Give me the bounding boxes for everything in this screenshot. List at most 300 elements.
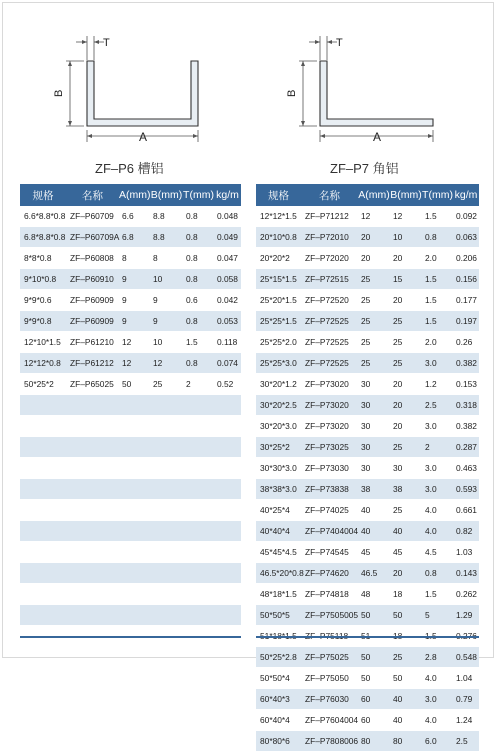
cell-b: 25 <box>390 437 422 458</box>
cell-spec: 50*50*5 <box>256 605 301 626</box>
cell-spec: 40*25*4 <box>256 500 301 521</box>
cell-weight: 0.463 <box>453 458 479 479</box>
cell-b: 20 <box>390 395 422 416</box>
cell-name: ZF–P7604004 <box>301 710 358 731</box>
cell-name: ZF–P71212 <box>301 206 358 227</box>
table-row <box>256 731 479 752</box>
cell-t <box>183 605 214 626</box>
cell-spec <box>20 416 66 437</box>
cell-t: 4.0 <box>422 500 453 521</box>
cell-spec: 20*10*0.8 <box>256 227 301 248</box>
cell-weight: 0.52 <box>214 374 241 395</box>
table-row <box>256 437 479 458</box>
cell-a <box>119 416 150 437</box>
col-header-weight: kg/m <box>453 184 479 206</box>
table-bottom-rule <box>256 636 479 638</box>
cell-a: 40 <box>358 500 390 521</box>
cell-weight: 0.661 <box>453 500 479 521</box>
cell-name: ZF–P72525 <box>301 311 358 332</box>
table-row <box>256 290 479 311</box>
cell-t <box>183 584 214 605</box>
cell-a: 45 <box>358 542 390 563</box>
cell-name: ZF–P60709 <box>66 206 119 227</box>
cell-b: 25 <box>390 500 422 521</box>
cell-a: 12 <box>119 332 150 353</box>
cell-b: 45 <box>390 542 422 563</box>
table-row <box>256 647 479 668</box>
cell-t: 0.8 <box>183 248 214 269</box>
empty-table-row <box>20 584 241 605</box>
cell-name: ZF–P61212 <box>66 353 119 374</box>
cell-b: 20 <box>390 563 422 584</box>
cell-weight <box>214 458 241 479</box>
cell-weight: 0.053 <box>214 311 241 332</box>
table-row <box>256 689 479 710</box>
cell-spec: 12*10*1.5 <box>20 332 66 353</box>
angle-profile-diagram <box>283 34 443 149</box>
cell-weight: 0.153 <box>453 374 479 395</box>
cell-b: 40 <box>390 710 422 731</box>
cell-a: 9 <box>119 269 150 290</box>
cell-a: 30 <box>358 374 390 395</box>
cell-t <box>183 563 214 584</box>
cell-weight: 0.048 <box>214 206 241 227</box>
cell-t: 0.8 <box>183 227 214 248</box>
cell-weight: 0.548 <box>453 647 479 668</box>
cell-name: ZF–P72020 <box>301 248 358 269</box>
table-row <box>20 248 241 269</box>
cell-spec: 60*40*3 <box>256 689 301 710</box>
col-header-spec: 规格 <box>20 184 66 206</box>
cell-a: 50 <box>358 647 390 668</box>
cell-t: 3.0 <box>422 479 453 500</box>
table-header-row <box>256 184 479 206</box>
cell-t: 1.2 <box>422 374 453 395</box>
cell-t: 6.0 <box>422 731 453 752</box>
table-row <box>256 332 479 353</box>
cell-a <box>119 500 150 521</box>
cell-spec: 9*9*0.6 <box>20 290 66 311</box>
cell-b: 20 <box>390 374 422 395</box>
cell-a: 40 <box>358 521 390 542</box>
cell-weight: 0.79 <box>453 689 479 710</box>
cell-spec: 6.8*8.8*0.8 <box>20 227 66 248</box>
table-row <box>256 521 479 542</box>
col-header-t: T(mm) <box>183 184 214 206</box>
cell-name: ZF–P72010 <box>301 227 358 248</box>
cell-t <box>183 416 214 437</box>
cell-a: 8 <box>119 248 150 269</box>
cell-t: 0.8 <box>183 311 214 332</box>
cell-a: 9 <box>119 311 150 332</box>
cell-b: 12 <box>150 353 183 374</box>
cell-weight <box>214 500 241 521</box>
cell-t <box>183 521 214 542</box>
cell-name: ZF–P60909 <box>66 311 119 332</box>
cell-t: 4.5 <box>422 542 453 563</box>
cell-a: 30 <box>358 458 390 479</box>
cell-spec: 30*25*2 <box>256 437 301 458</box>
cell-t: 0.8 <box>422 563 453 584</box>
cell-name: ZF–P65025 <box>66 374 119 395</box>
cell-b: 40 <box>390 521 422 542</box>
cell-b: 10 <box>150 332 183 353</box>
cell-t: 1.5 <box>422 206 453 227</box>
cell-a: 38 <box>358 479 390 500</box>
cell-weight: 0.042 <box>214 290 241 311</box>
table-row <box>256 542 479 563</box>
cell-spec: 45*45*4.5 <box>256 542 301 563</box>
cell-weight: 0.074 <box>214 353 241 374</box>
col-header-weight: kg/m <box>214 184 241 206</box>
table-row <box>256 458 479 479</box>
table-row <box>256 248 479 269</box>
cell-name: ZF–P75050 <box>301 668 358 689</box>
cell-weight: 0.143 <box>453 563 479 584</box>
cell-a: 30 <box>358 437 390 458</box>
cell-name: ZF–P73030 <box>301 458 358 479</box>
col-header-a: A(mm) <box>358 184 390 206</box>
cell-spec: 9*9*0.8 <box>20 311 66 332</box>
cell-weight: 0.318 <box>453 395 479 416</box>
cell-weight: 0.382 <box>453 416 479 437</box>
cell-a: 30 <box>358 395 390 416</box>
cell-weight <box>214 521 241 542</box>
cell-b: 10 <box>390 227 422 248</box>
cell-name: ZF–P73020 <box>301 374 358 395</box>
cell-weight: 0.262 <box>453 584 479 605</box>
cell-weight: 0.287 <box>453 437 479 458</box>
empty-table-row <box>20 563 241 584</box>
cell-name: ZF–P72525 <box>301 332 358 353</box>
cell-b <box>150 521 183 542</box>
cell-spec <box>20 479 66 500</box>
table-row <box>256 584 479 605</box>
cell-t: 1.5 <box>422 584 453 605</box>
cell-b <box>150 458 183 479</box>
cell-t: 2.5 <box>422 395 453 416</box>
table-row <box>256 395 479 416</box>
cell-a: 20 <box>358 227 390 248</box>
cell-a <box>119 479 150 500</box>
cell-t: 5 <box>422 605 453 626</box>
cell-name <box>66 458 119 479</box>
cell-weight: 0.26 <box>453 332 479 353</box>
cell-weight <box>214 542 241 563</box>
cell-name: ZF–P73025 <box>301 437 358 458</box>
cell-t: 0.8 <box>183 206 214 227</box>
table-bottom-rule <box>20 636 241 638</box>
cell-b <box>150 479 183 500</box>
cell-name <box>66 500 119 521</box>
table-row <box>256 416 479 437</box>
empty-table-row <box>20 395 241 416</box>
cell-b: 25 <box>150 374 183 395</box>
cell-a: 9 <box>119 290 150 311</box>
cell-t: 0.6 <box>183 290 214 311</box>
col-header-name: 名称 <box>301 184 358 206</box>
cell-b <box>150 395 183 416</box>
cell-b: 20 <box>390 248 422 269</box>
dim-b-label: B <box>53 89 65 97</box>
channel-caption: ZF–P6 槽铝 <box>95 161 164 176</box>
channel-spec-table <box>20 184 241 647</box>
cell-t: 0.8 <box>183 269 214 290</box>
cell-spec: 46.5*20*0.8 <box>256 563 301 584</box>
cell-weight: 0.058 <box>214 269 241 290</box>
cell-b: 25 <box>390 311 422 332</box>
cell-a: 25 <box>358 332 390 353</box>
cell-weight <box>214 584 241 605</box>
cell-t: 0.8 <box>183 353 214 374</box>
cell-weight: 2.5 <box>453 731 479 752</box>
table-row <box>256 353 479 374</box>
empty-table-row <box>20 416 241 437</box>
cell-t: 3.0 <box>422 689 453 710</box>
cell-t: 1.5 <box>422 269 453 290</box>
cell-spec: 12*12*0.8 <box>20 353 66 374</box>
cell-t <box>183 437 214 458</box>
table-header-row <box>20 184 241 206</box>
cell-t: 3.0 <box>422 458 453 479</box>
cell-weight: 0.82 <box>453 521 479 542</box>
empty-table-row <box>20 521 241 542</box>
cell-t: 2 <box>422 437 453 458</box>
cell-a: 50 <box>358 668 390 689</box>
cell-a: 25 <box>358 311 390 332</box>
cell-spec <box>20 458 66 479</box>
cell-name: ZF–P74620 <box>301 563 358 584</box>
cell-spec: 8*8*0.8 <box>20 248 66 269</box>
cell-spec <box>20 542 66 563</box>
cell-b: 50 <box>390 668 422 689</box>
cell-spec <box>20 521 66 542</box>
cell-spec: 12*12*1.5 <box>256 206 301 227</box>
dim-t-label: T <box>336 37 343 49</box>
cell-spec: 25*15*1.5 <box>256 269 301 290</box>
cell-t: 2.0 <box>422 332 453 353</box>
cell-a: 25 <box>358 290 390 311</box>
col-header-name: 名称 <box>66 184 119 206</box>
cell-spec: 50*25*2 <box>20 374 66 395</box>
cell-b: 8.8 <box>150 206 183 227</box>
cell-spec: 25*25*3.0 <box>256 353 301 374</box>
table-row <box>256 206 479 227</box>
cell-name: ZF–P74025 <box>301 500 358 521</box>
table-row <box>256 563 479 584</box>
cell-name <box>66 437 119 458</box>
cell-name: ZF–P7505005 <box>301 605 358 626</box>
dim-a-label: A <box>139 130 148 144</box>
cell-t: 2 <box>183 374 214 395</box>
cell-a <box>119 521 150 542</box>
cell-name: ZF–P60808 <box>66 248 119 269</box>
table-row <box>256 668 479 689</box>
cell-t: 2.0 <box>422 248 453 269</box>
cell-name: ZF–P75025 <box>301 647 358 668</box>
cell-a <box>119 395 150 416</box>
cell-a: 6.8 <box>119 227 150 248</box>
cell-b: 9 <box>150 311 183 332</box>
cell-a: 6.6 <box>119 206 150 227</box>
cell-weight <box>214 437 241 458</box>
cell-weight: 0.092 <box>453 206 479 227</box>
cell-spec <box>20 437 66 458</box>
col-header-b: B(mm) <box>390 184 422 206</box>
cell-spec: 25*25*1.5 <box>256 311 301 332</box>
cell-b: 10 <box>150 269 183 290</box>
cell-a: 60 <box>358 689 390 710</box>
cell-spec: 30*20*3.0 <box>256 416 301 437</box>
cell-spec: 30*20*2.5 <box>256 395 301 416</box>
table-row <box>20 227 241 248</box>
cell-weight <box>214 479 241 500</box>
cell-name: ZF–P7808006 <box>301 731 358 752</box>
cell-name: ZF–P60910 <box>66 269 119 290</box>
cell-spec: 40*40*4 <box>256 521 301 542</box>
cell-weight: 0.177 <box>453 290 479 311</box>
cell-spec <box>20 584 66 605</box>
dim-t-label: T <box>103 37 110 49</box>
empty-table-row <box>20 458 241 479</box>
cell-a: 12 <box>358 206 390 227</box>
cell-name: ZF–P72520 <box>301 290 358 311</box>
cell-name <box>66 542 119 563</box>
cell-spec <box>20 395 66 416</box>
cell-weight <box>214 563 241 584</box>
cell-weight: 0.593 <box>453 479 479 500</box>
cell-b: 25 <box>390 332 422 353</box>
table-row <box>20 332 241 353</box>
cell-spec: 25*20*1.5 <box>256 290 301 311</box>
channel-profile-diagram <box>50 34 210 149</box>
cell-name <box>66 563 119 584</box>
cell-b <box>150 584 183 605</box>
cell-a <box>119 437 150 458</box>
cell-name: ZF–P73020 <box>301 416 358 437</box>
cell-b: 8.8 <box>150 227 183 248</box>
table-row <box>20 290 241 311</box>
cell-b: 9 <box>150 290 183 311</box>
cell-spec: 30*30*3.0 <box>256 458 301 479</box>
table-row <box>256 500 479 521</box>
cell-b: 12 <box>390 206 422 227</box>
dim-b-label: B <box>286 89 298 97</box>
cell-weight <box>214 605 241 626</box>
cell-name: ZF–P72525 <box>301 353 358 374</box>
cell-name: ZF–P61210 <box>66 332 119 353</box>
cell-a <box>119 584 150 605</box>
table-row <box>256 227 479 248</box>
cell-t: 3.0 <box>422 416 453 437</box>
cell-b: 18 <box>390 584 422 605</box>
cell-a: 46.5 <box>358 563 390 584</box>
cell-name: ZF–P74818 <box>301 584 358 605</box>
cell-weight: 0.063 <box>453 227 479 248</box>
col-header-spec: 规格 <box>256 184 301 206</box>
cell-a <box>119 542 150 563</box>
empty-table-row <box>20 500 241 521</box>
cell-spec: 9*10*0.8 <box>20 269 66 290</box>
cell-weight: 0.156 <box>453 269 479 290</box>
cell-t: 0.8 <box>422 227 453 248</box>
cell-weight: 1.24 <box>453 710 479 731</box>
cell-b: 25 <box>390 647 422 668</box>
cell-a: 12 <box>119 353 150 374</box>
cell-name <box>66 521 119 542</box>
cell-a: 50 <box>358 605 390 626</box>
cell-name: ZF–P60909 <box>66 290 119 311</box>
cell-t: 1.5 <box>183 332 214 353</box>
cell-spec: 80*80*6 <box>256 731 301 752</box>
empty-table-row <box>20 437 241 458</box>
cell-weight: 1.04 <box>453 668 479 689</box>
cell-t <box>183 500 214 521</box>
cell-t: 4.0 <box>422 521 453 542</box>
cell-b <box>150 437 183 458</box>
cell-weight: 0.047 <box>214 248 241 269</box>
cell-b: 20 <box>390 290 422 311</box>
cell-name <box>66 479 119 500</box>
empty-table-row <box>20 479 241 500</box>
cell-a <box>119 605 150 626</box>
cell-spec: 50*25*2.8 <box>256 647 301 668</box>
cell-t <box>183 458 214 479</box>
cell-a: 60 <box>358 710 390 731</box>
cell-t: 4.0 <box>422 668 453 689</box>
table-row <box>256 311 479 332</box>
cell-spec <box>20 563 66 584</box>
cell-b <box>150 500 183 521</box>
cell-b: 40 <box>390 689 422 710</box>
cell-a: 30 <box>358 416 390 437</box>
cell-a <box>119 563 150 584</box>
cell-spec: 48*18*1.5 <box>256 584 301 605</box>
cell-b <box>150 605 183 626</box>
cell-spec: 60*40*4 <box>256 710 301 731</box>
table-row <box>20 269 241 290</box>
cell-spec: 20*20*2 <box>256 248 301 269</box>
table-row <box>20 206 241 227</box>
cell-spec: 38*38*3.0 <box>256 479 301 500</box>
cell-t: 3.0 <box>422 353 453 374</box>
cell-a <box>119 458 150 479</box>
cell-weight: 0.118 <box>214 332 241 353</box>
cell-spec <box>20 605 66 626</box>
cell-a: 20 <box>358 248 390 269</box>
cell-t: 1.5 <box>422 290 453 311</box>
angle-caption: ZF–P7 角铝 <box>330 161 399 176</box>
cell-weight: 0.206 <box>453 248 479 269</box>
cell-weight <box>214 416 241 437</box>
cell-weight: 0.382 <box>453 353 479 374</box>
cell-spec: 25*25*2.0 <box>256 332 301 353</box>
table-row <box>20 311 241 332</box>
cell-t: 2.8 <box>422 647 453 668</box>
col-header-t: T(mm) <box>422 184 453 206</box>
cell-t <box>183 479 214 500</box>
cell-spec: 6.6*8.8*0.8 <box>20 206 66 227</box>
table-row <box>256 479 479 500</box>
cell-name: ZF–P72515 <box>301 269 358 290</box>
cell-spec: 50*50*4 <box>256 668 301 689</box>
col-header-b: B(mm) <box>150 184 183 206</box>
cell-weight: 0.197 <box>453 311 479 332</box>
cell-weight: 1.03 <box>453 542 479 563</box>
dim-a-label: A <box>373 130 382 144</box>
cell-a: 25 <box>358 353 390 374</box>
table-row <box>256 269 479 290</box>
